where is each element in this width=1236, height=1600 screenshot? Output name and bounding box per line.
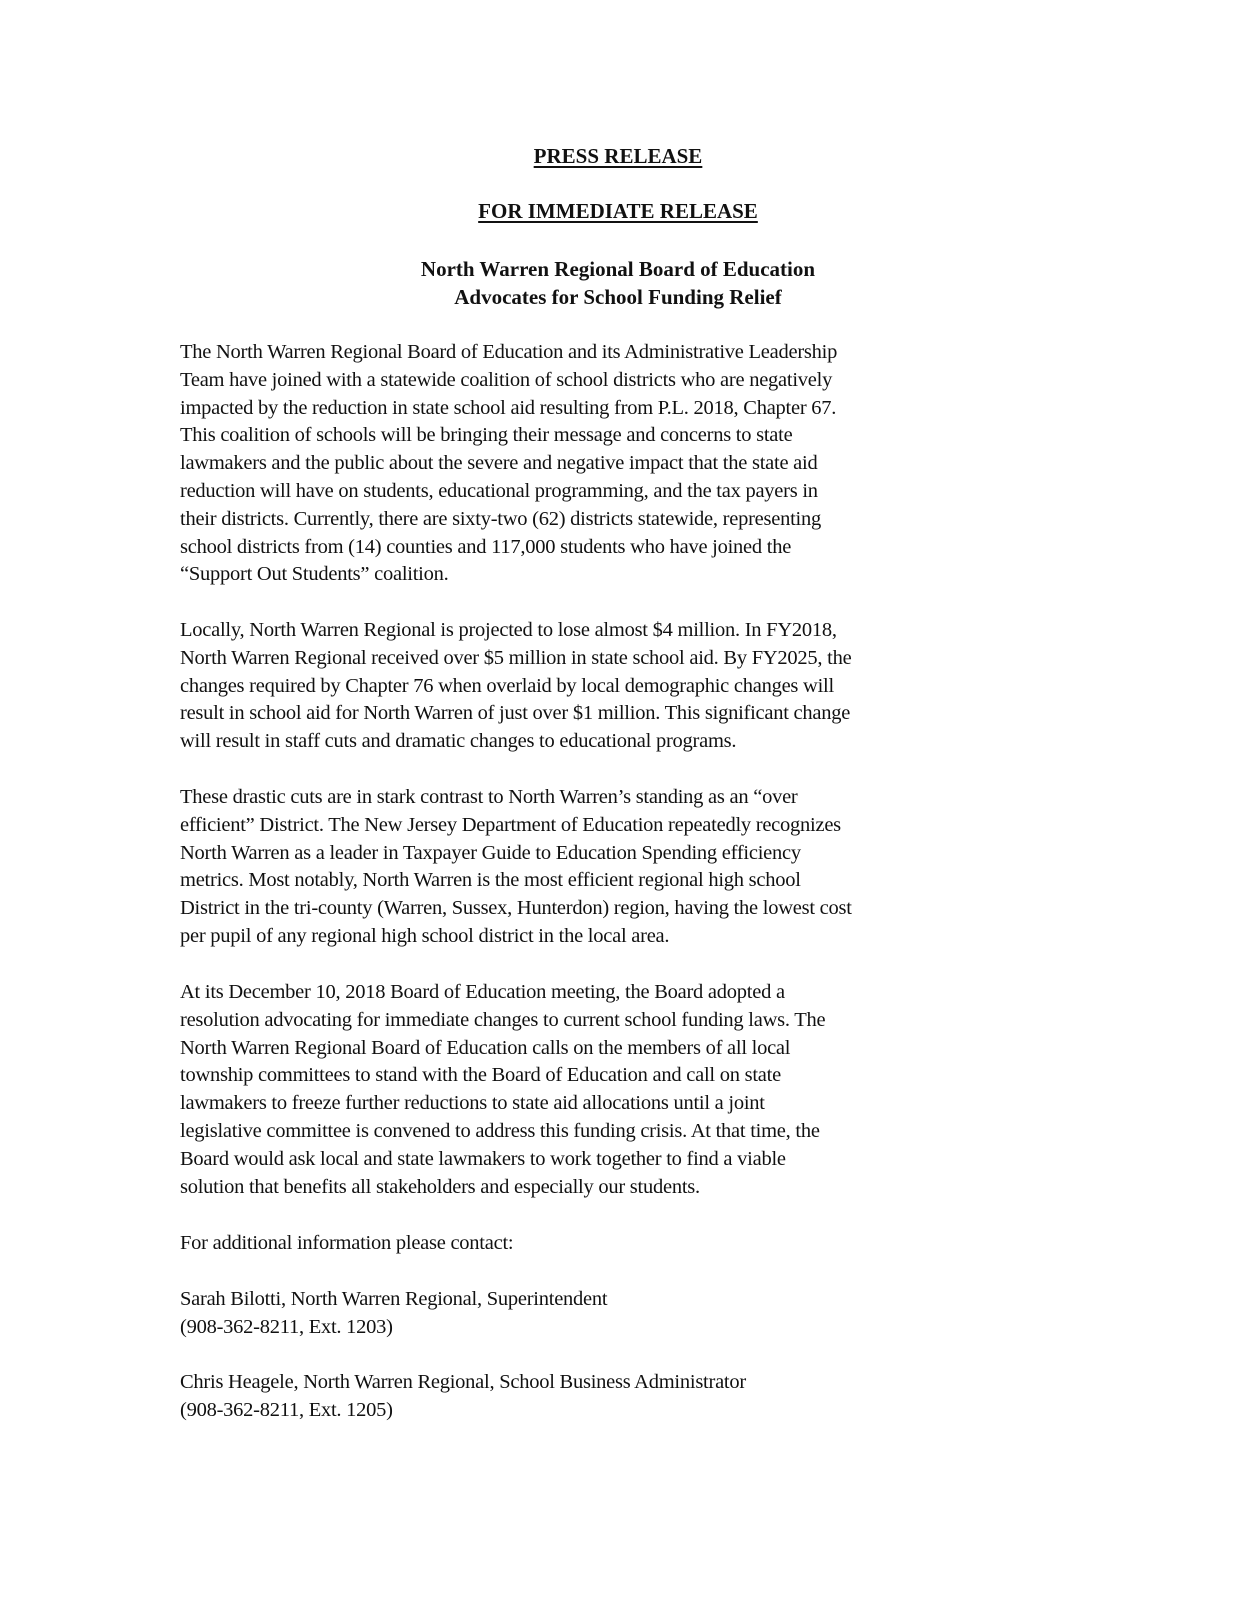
paragraph-efficiency bbox=[180, 784, 1060, 951]
text-line: metrics. Most notably, North Warren is the most efficient regional high school bbox=[180, 869, 801, 892]
immediate-release-heading: FOR IMMEDIATE RELEASE bbox=[478, 199, 758, 223]
text-line: their districts. Currently, there are sixty-two (62) districts statewide, representing bbox=[180, 507, 821, 530]
text-line: resolution advocating for immediate changes to current school funding laws. The bbox=[180, 1008, 826, 1031]
contact-intro bbox=[180, 1230, 1060, 1258]
text-line: North Warren Regional Board of Education calls on the members of all local bbox=[180, 1036, 791, 1059]
contact-chris-heagele bbox=[180, 1369, 1060, 1425]
text-line: result in school aid for North Warren of just over $1 million. This significant change bbox=[180, 702, 851, 725]
text-line: efficient” District. The New Jersey Department of Education repeatedly recognizes bbox=[180, 813, 841, 836]
contact-phone: (908-362-8211, Ext. 1203) bbox=[180, 1315, 393, 1338]
paragraph-coalition bbox=[180, 339, 1060, 589]
text-line: legislative committee is convened to address this funding crisis. At that time, the bbox=[180, 1119, 820, 1142]
text-line: school districts from (14) counties and 117,000 students who have joined the bbox=[180, 535, 792, 558]
text-line: Board would ask local and state lawmakers to work together to find a viable bbox=[180, 1147, 786, 1170]
text-line: For additional information please contact: bbox=[180, 1232, 514, 1254]
text-line: changes required by Chapter 76 when overlaid by local demographic changes will bbox=[180, 674, 834, 697]
text-line: lawmakers to freeze further reductions to state aid allocations until a joint bbox=[180, 1092, 765, 1115]
press-release-heading: PRESS RELEASE bbox=[533, 144, 703, 168]
text-line: This coalition of schools will be bringing their message and concerns to state bbox=[180, 424, 793, 447]
text-line: per pupil of any regional high school district in the local area. bbox=[180, 924, 670, 947]
text-line: The North Warren Regional Board of Education and its Administrative Leadership bbox=[180, 341, 838, 363]
text-line: “Support Out Students” coalition. bbox=[180, 563, 449, 586]
paragraph-local-impact bbox=[180, 617, 1060, 756]
title-line: Advocates for School Funding Relief bbox=[454, 285, 782, 309]
text-line: Team have joined with a statewide coalition of school districts who are negatively bbox=[180, 368, 833, 391]
text-line: lawmakers and the public about the severe and negative impact that the state aid bbox=[180, 452, 818, 475]
text-line: At its December 10, 2018 Board of Education meeting, the Board adopted a bbox=[180, 981, 785, 1003]
contact-name: Sarah Bilotti, North Warren Regional, Superintendent bbox=[180, 1288, 608, 1310]
text-line: solution that benefits all stakeholders and especially our students. bbox=[180, 1175, 700, 1198]
document-title bbox=[0, 255, 1236, 311]
text-line: will result in staff cuts and dramatic changes to educational programs. bbox=[180, 730, 737, 753]
contact-phone: (908-362-8211, Ext. 1205) bbox=[180, 1398, 393, 1421]
text-line: These drastic cuts are in stark contrast to North Warren’s standing as an “over bbox=[180, 786, 798, 808]
contact-name: Chris Heagele, North Warren Regional, School Business Administrator bbox=[180, 1371, 746, 1393]
text-line: North Warren Regional received over $5 million in state school aid. By FY2025, the bbox=[180, 646, 852, 669]
text-line: North Warren as a leader in Taxpayer Guide to Education Spending efficiency bbox=[180, 841, 801, 864]
text-line: township committees to stand with the Board of Education and call on state bbox=[180, 1064, 781, 1087]
paragraph-resolution bbox=[180, 979, 1060, 1201]
text-line: District in the tri-county (Warren, Sussex, Hunterdon) region, having the lowest cost bbox=[180, 897, 852, 920]
contact-sarah-bilotti bbox=[180, 1286, 1060, 1342]
title-line: North Warren Regional Board of Education bbox=[420, 257, 816, 281]
text-line: Locally, North Warren Regional is projected to lose almost $4 million. In FY2018, bbox=[180, 619, 837, 641]
text-line: reduction will have on students, educational programming, and the tax payers in bbox=[180, 479, 818, 502]
text-line: impacted by the reduction in state school aid resulting from P.L. 2018, Chapter 67. bbox=[180, 396, 837, 419]
